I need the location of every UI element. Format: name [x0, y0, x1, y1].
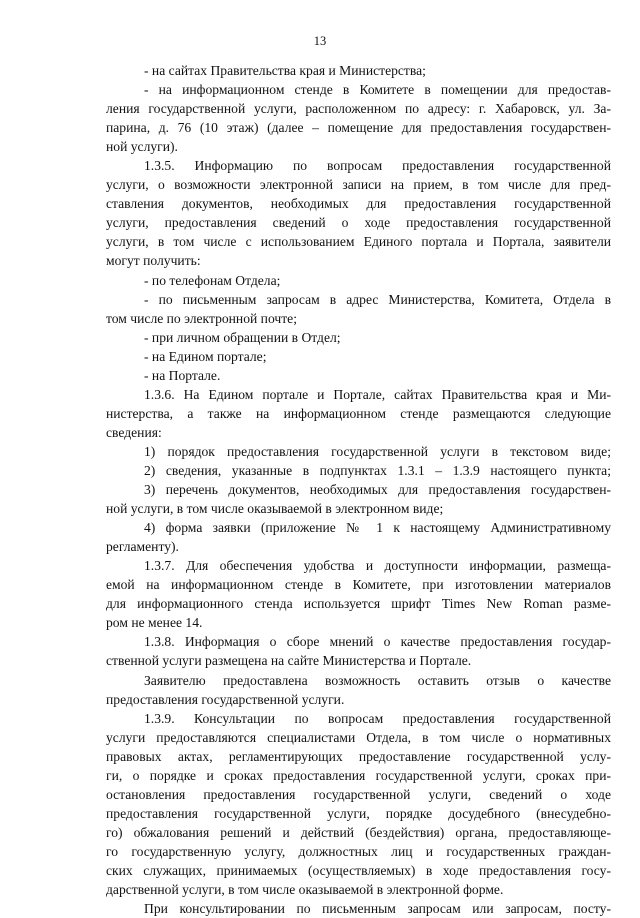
text-line: го государственную услугу, должностных лиц и государственных граждан-	[106, 843, 611, 859]
text-line: регламенту).	[106, 539, 179, 555]
text-line: 1) порядок предоставления государственной услуги в текстовом виде;	[144, 443, 611, 459]
text-line: - при личном обращении в Отдел;	[144, 329, 341, 345]
text-line: услуги предоставляются специалистами Отдела, в том числе о нормативных	[106, 729, 611, 745]
text-line: - по письменным запросам в адрес Министерства, Комитета, Отдела в	[144, 291, 611, 307]
text-line: 1.3.9. Консультации по вопросам предоставления государственной	[144, 710, 611, 726]
text-line: го) обжалования решений и действий (бездействия) органа, предоставляюще-	[106, 824, 611, 840]
text-line: том числе по электронной почте;	[106, 310, 297, 326]
text-line: остановления предоставления государственной услуги, сведений о ходе	[106, 786, 611, 802]
text-line: ной услуги).	[106, 139, 178, 155]
text-line: услуги, в том числе с использованием Единого портала и Портала, заявители	[106, 234, 611, 250]
text-line: ственной услуги размещена на сайте Министерства и Портале.	[106, 653, 472, 669]
text-line: 2) сведения, указанные в подпунктах 1.3.1 – 1.3.9 настоящего пункта;	[144, 462, 611, 478]
text-line: - на информационном стенде в Комитете в помещении для предостав-	[144, 82, 611, 98]
text-line: Заявителю предоставлена возможность оставить отзыв о качестве	[144, 672, 611, 688]
text-line: дарственной услуги, в том числе оказываемой в электронной форме.	[106, 882, 504, 898]
text-line: 1.3.5. Информацию по вопросам предоставления государственной	[144, 158, 611, 174]
text-line: 1.3.6. На Едином портале и Портале, сайтах Правительства края и Ми-	[144, 386, 611, 402]
text-line: 3) перечень документов, необходимых для предоставления государствен-	[144, 482, 611, 498]
text-line: ги, о порядке и сроках предоставления государственной услуги, сроках при-	[106, 767, 611, 783]
text-line: сведения:	[106, 424, 162, 440]
text-line: ления государственной услуги, расположенном по адресу: г. Хабаровск, ул. За-	[106, 101, 611, 117]
text-line: предоставления государственной услуги, порядке досудебного (внесудебно-	[106, 805, 611, 821]
text-line: услуги, о возможности электронной записи на прием, в том числе для пред-	[106, 177, 611, 193]
text-line: правовых актах, регламентирующих предоставление государственной услу-	[106, 748, 611, 764]
text-line: - на Едином портале;	[144, 348, 267, 364]
text-line: парина, д. 76 (10 этаж) (далее – помещение для предоставления государствен-	[106, 120, 611, 136]
text-line: ских служащих, принимаемых (осуществляемых) в ходе предоставления госу-	[106, 862, 611, 878]
text-line: - на сайтах Правительства края и Министерства;	[144, 63, 426, 78]
document-body	[106, 61, 611, 918]
text-line: 1.3.8. Информация о сборе мнений о качестве предоставления госудaр-	[144, 634, 611, 650]
text-line: - по телефонам Отдела;	[144, 272, 281, 288]
text-line: емой на информационном стенде в Комитете, при изготовлении материалов	[106, 577, 611, 593]
text-line: нистерства, а также на информационном стенде размещаются следующие	[106, 405, 611, 421]
text-line: - на Портале.	[144, 367, 221, 383]
text-line: предоставления государственной услуги.	[106, 691, 345, 707]
text-line: для информационного стенда используется шрифт Times New Roman разме-	[106, 596, 611, 612]
text-line: могут получить:	[106, 253, 201, 269]
text-line: услуги, предоставления сведений о ходе предоставления государственной	[106, 215, 611, 231]
text-line: 4) форма заявки (приложение № 1 к настоящему Административному	[144, 520, 611, 536]
page-number: 13	[313, 34, 327, 48]
text-line: При консультировании по письменным запросам или запросам, посту-	[144, 901, 611, 917]
text-line: ставления документов, необходимых для предоставления государственной	[106, 196, 611, 212]
text-line: ной услуги, в том числе оказываемой в электронном виде;	[106, 501, 444, 517]
text-line: 1.3.7. Для обеспечения удобства и доступности информации, размеща-	[144, 558, 611, 574]
text-line: ром не менее 14.	[106, 615, 203, 631]
